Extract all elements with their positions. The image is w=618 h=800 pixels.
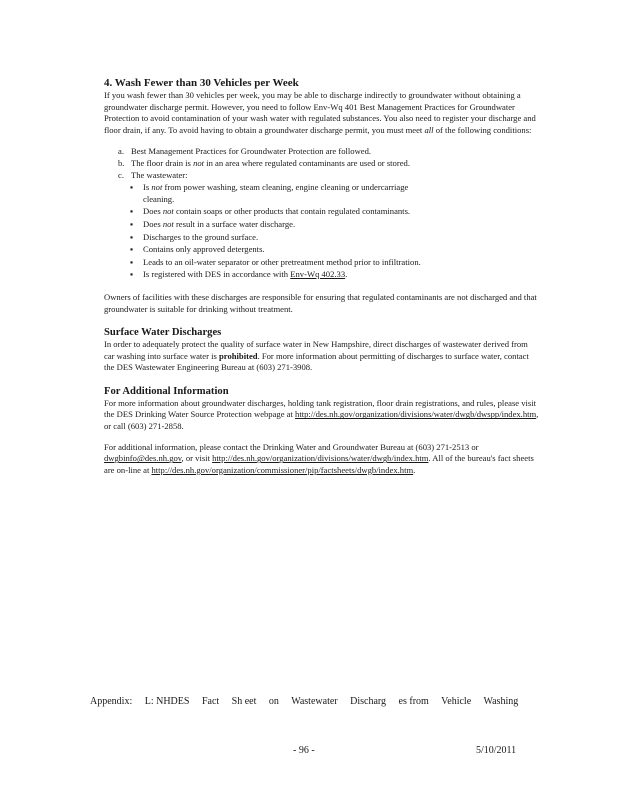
item-text: Is registered with DES in accordance with <box>143 269 291 280</box>
footer-word: Wastewater <box>291 696 338 707</box>
info-text: . All of the bureau's fact sheets are on-line at <box>104 453 534 475</box>
item-text: Contains only approved detergents. <box>143 244 265 255</box>
condition-emphasis: not <box>193 157 205 168</box>
list-item <box>130 232 430 244</box>
section-heading-surface-water: Surface Water Discharges <box>104 327 222 339</box>
additional-info-p1 <box>104 398 540 433</box>
footer-word: Vehicle <box>441 696 472 707</box>
bullet-icon: ▪ <box>130 269 134 280</box>
footer-word: Washing <box>483 696 519 707</box>
bullet-icon: ▪ <box>130 182 134 193</box>
list-item <box>130 219 430 231</box>
condition-text: in an area where regulated contaminants are used or stored. <box>204 157 410 168</box>
additional-info-p2 <box>104 442 540 477</box>
item-text: . <box>345 269 348 280</box>
list-item <box>130 269 430 281</box>
list-item <box>130 244 430 256</box>
item-text: Discharges to the ground surface. <box>143 231 259 242</box>
section4-intro <box>104 90 540 136</box>
page-footer <box>90 696 550 707</box>
env-wq-402-link[interactable]: Env-Wq 402.33 <box>290 269 346 280</box>
condition-b <box>118 158 540 170</box>
info-text: , or visit <box>181 453 213 464</box>
intro-text: If you wash fewer than 30 vehicles per week, you may be able to discharge indirectly to groundwater without obtaining a groundwater discharge permit. However, you need to follow Env-Wq 401 Best Management Practices for Groundwater Protection to avoid contamination of your wash water with regulated substances. You also need to register your discharge and floor drain, if any. To avoid having to obtain a groundwater discharge permit, you must meet <box>104 90 536 135</box>
info-text: . <box>413 464 416 475</box>
condition-text: The wastewater: <box>131 169 188 180</box>
footer-word: es from <box>398 696 429 707</box>
surface-text: In order to adequately protect the quality of surface water in New Hampshire, direct discharges of wastewater derived from car washing into surface water is <box>104 339 528 361</box>
list-item <box>130 206 430 218</box>
surface-text: . For more information about permitting of discharges to surface water, contact the DES Wastewater Engineering Bureau at (603) 271-3908. <box>104 350 529 373</box>
item-emphasis: not <box>162 206 174 217</box>
item-text: Does <box>143 206 163 217</box>
condition-text: The floor drain is <box>131 157 194 168</box>
bullet-icon: ▪ <box>130 206 134 217</box>
condition-text: Best Management Practices for Groundwater Protection are followed. <box>131 146 372 157</box>
bullet-icon: ▪ <box>130 244 134 255</box>
item-text: from power washing, steam cleaning, engine cleaning or undercarriage cleaning. <box>143 182 409 204</box>
section-heading-wash-fewer: 4. Wash Fewer than 30 Vehicles per Week <box>104 77 299 89</box>
item-text: Is <box>143 182 152 193</box>
item-text: result in a surface water discharge. <box>173 218 296 229</box>
item-emphasis: not <box>162 218 174 229</box>
list-item <box>130 182 430 205</box>
list-item <box>130 257 430 269</box>
info-text: For additional information, please contact the Drinking Water and Groundwater Bureau at (603) 271-2513 or <box>104 441 479 452</box>
footer-word: on <box>268 696 279 707</box>
wastewater-conditions <box>104 182 430 281</box>
condition-c <box>118 170 540 182</box>
document-body <box>104 77 540 476</box>
info-text: For more information about groundwater discharges, holding tank registration, floor drain registrations, and rules, please visit the DES Drinking Water Source Protection webpage at <box>104 397 537 420</box>
condition-label: b. <box>118 157 125 168</box>
section-heading-additional-info: For Additional Information <box>104 385 229 397</box>
item-text: Leads to an oil-water separator or other pretreatment method prior to infiltration. <box>143 256 421 267</box>
intro-emphasis: all <box>424 124 434 135</box>
item-text: Does <box>143 218 163 229</box>
item-text: contain soaps or other products that contain regulated contaminants. <box>173 206 411 217</box>
bullet-icon: ▪ <box>130 256 134 267</box>
prohibited-emphasis: prohibited <box>219 350 258 361</box>
bullet-icon: ▪ <box>130 231 134 242</box>
dwgb-link[interactable]: http://des.nh.gov/organization/divisions/water/dwgb/index.htm <box>212 453 429 464</box>
conditions-list <box>104 146 540 181</box>
footer-word: Appendix: <box>90 696 133 707</box>
condition-label: a. <box>118 146 124 157</box>
footer-word: Sh eet <box>231 696 257 707</box>
surface-water-text <box>104 339 540 374</box>
bullet-icon: ▪ <box>130 218 134 229</box>
fact-sheets-link[interactable]: http://des.nh.gov/organization/commissioner/pip/factsheets/dwgb/index.htm <box>151 464 414 475</box>
footer-word: L: NHDES <box>144 696 190 707</box>
page-date: 5/10/2011 <box>476 745 517 756</box>
info-text: , or call (603) 271-2858. <box>104 409 539 432</box>
owners-note: Owners of facilities with these discharges are responsible for ensuring that regulated contaminants are not discharged and that groundwater is suitable for drinking without treatment. <box>104 291 537 314</box>
footer-word: Fact <box>201 696 220 707</box>
condition-a <box>118 146 540 158</box>
condition-label: c. <box>118 169 124 180</box>
dwspp-link[interactable]: http://des.nh.gov/organization/divisions/water/dwgb/dwspp/index.htm <box>295 409 537 420</box>
page-number: - 96 - <box>293 745 315 756</box>
email-link[interactable]: dwgbinfo@des.nh.gov <box>104 453 182 464</box>
item-emphasis: not <box>151 182 163 193</box>
intro-text-end: of the following conditions: <box>433 124 532 135</box>
footer-word: Discharg <box>350 696 387 707</box>
